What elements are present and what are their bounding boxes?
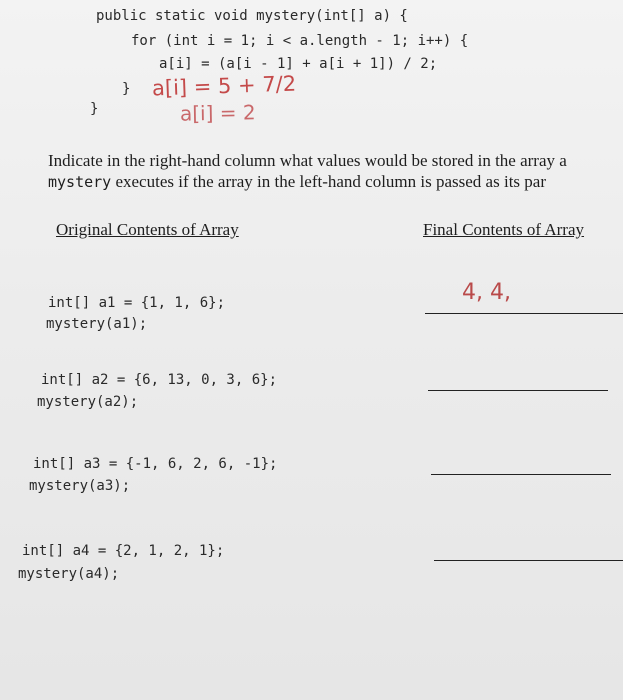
answer-line-1[interactable] — [425, 313, 623, 314]
original-contents-header: Original Contents of Array — [56, 220, 239, 239]
handwritten-note-calculation: a[i] = 5 + 7/2 — [151, 71, 297, 101]
problem-3-call: mystery(a3); — [29, 478, 131, 494]
problem-1-declaration: int[] a1 = {1, 1, 6}; — [48, 295, 226, 311]
for-loop-line: for (int i = 1; i < a.length - 1; i++) { — [131, 33, 469, 49]
instructions-line-2-text: executes if the array in the left-hand column is passed as its par — [111, 172, 546, 191]
instructions-line-2 — [48, 172, 546, 192]
problem-2-call: mystery(a2); — [37, 394, 139, 410]
answer-line-3[interactable] — [431, 474, 611, 475]
answer-line-4[interactable] — [434, 560, 623, 561]
answer-line-2[interactable] — [428, 390, 608, 391]
problem-4-declaration: int[] a4 = {2, 1, 2, 1}; — [22, 543, 225, 559]
final-contents-header: Final Contents of Array — [423, 220, 585, 239]
inner-closing-brace: } — [122, 81, 131, 97]
problem-4-call: mystery(a4); — [18, 566, 120, 582]
problem-1-call: mystery(a1); — [46, 316, 148, 332]
problem-2-declaration: int[] a2 = {6, 13, 0, 3, 6}; — [41, 372, 278, 388]
mystery-keyword: mystery — [48, 173, 112, 191]
handwritten-note-result: a[i] = 2 — [179, 100, 256, 126]
method-signature: public static void mystery(int[] a) { — [96, 8, 408, 24]
assignment-line: a[i] = (a[i - 1] + a[i + 1]) / 2; — [159, 56, 438, 72]
handwritten-answer-1: 4, 4, — [462, 280, 511, 305]
outer-closing-brace: } — [90, 101, 99, 117]
instructions-line-1: Indicate in the right-hand column what values would be stored in the array a — [48, 151, 567, 170]
problem-3-declaration: int[] a3 = {-1, 6, 2, 6, -1}; — [33, 456, 278, 472]
